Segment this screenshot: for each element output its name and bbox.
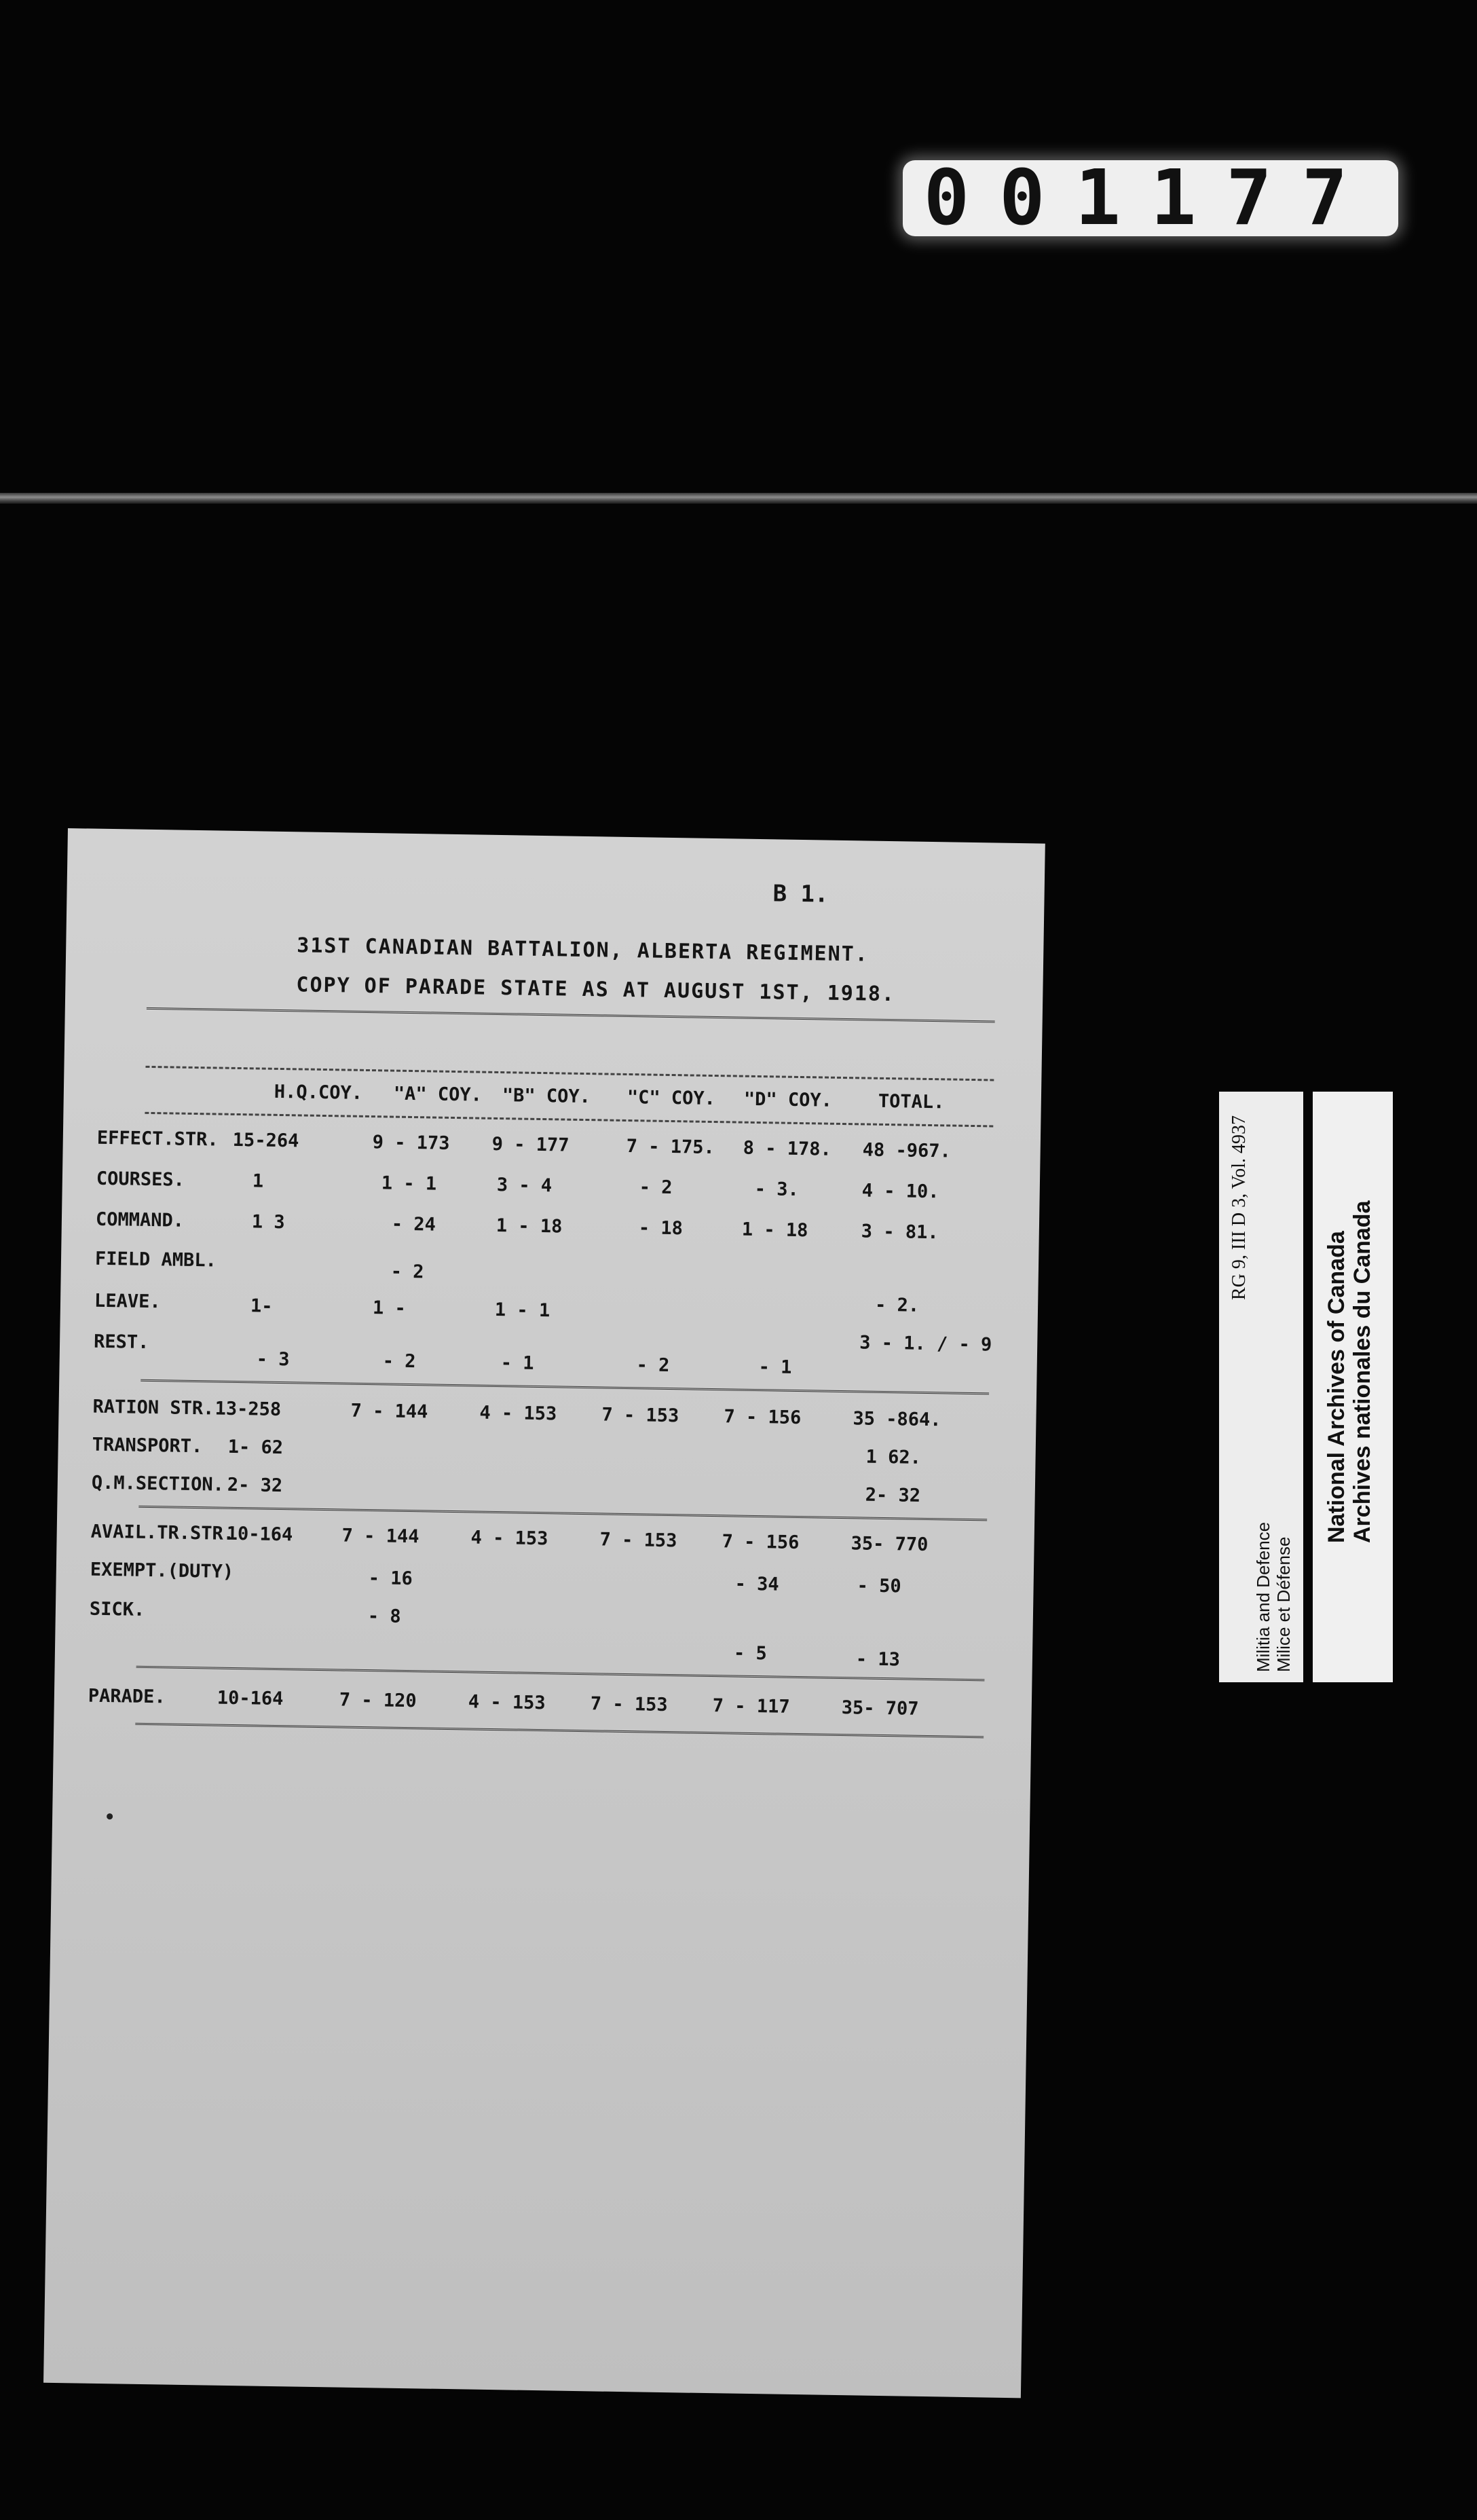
table-cell: - 34 — [734, 1573, 779, 1595]
table-cell: 2- 32 — [227, 1474, 283, 1497]
table-cell: 1 - 18 — [496, 1215, 563, 1238]
frame-number: 001177 — [903, 160, 1398, 236]
national-archives-label — [1313, 1092, 1393, 1682]
table-cell: 10-164 — [217, 1687, 284, 1710]
row-label: FIELD AMBL. — [94, 1248, 217, 1272]
table-cell: - 18 — [638, 1217, 684, 1240]
header-c: "C" COY. — [627, 1086, 716, 1110]
table-cell: - 2 — [639, 1176, 673, 1199]
table-cell: 1 - 18 — [741, 1219, 808, 1242]
document-subtitle: COPY OF PARADE STATE AS AT AUGUST 1ST, 1918. — [296, 973, 896, 1007]
table-cell: 7 - 144 — [350, 1400, 428, 1423]
table-cell: - 3 — [256, 1348, 290, 1371]
table-cell: 7 - 153 — [599, 1529, 677, 1552]
double-rule — [141, 1379, 989, 1395]
table-cell: 8 - 178. — [743, 1137, 831, 1160]
table-cell: 7 - 175. — [626, 1135, 715, 1159]
ink-mark — [107, 1813, 113, 1819]
table-cell: 3 - 4 — [496, 1174, 553, 1197]
archive-reference: RG 9, III D 3, Vol. 4937 — [1229, 1115, 1250, 1300]
table-cell: 7 - 117 — [712, 1695, 790, 1718]
table-cell: 1 62. — [865, 1446, 922, 1468]
table-cell: - 2 — [382, 1350, 416, 1373]
dashed-rule — [145, 1066, 994, 1081]
table-cell: 7 - 153 — [590, 1693, 668, 1716]
table-cell: - 3. — [754, 1178, 800, 1200]
row-label: RATION STR. — [92, 1396, 214, 1420]
header-b: "B" COY. — [502, 1085, 591, 1108]
table-cell: - 16 — [368, 1568, 413, 1590]
dashed-rule — [145, 1112, 993, 1128]
table-cell: 3 - 81. — [861, 1221, 939, 1244]
table-cell: 4 - 153 — [479, 1402, 557, 1425]
table-cell: - 1 — [500, 1352, 534, 1374]
row-label: EXEMPT.(DUTY) — [90, 1559, 234, 1582]
table-cell: 7 - 153 — [601, 1404, 679, 1427]
table-cell: 15-264 — [232, 1129, 299, 1152]
table-cell: - 2 — [636, 1354, 670, 1377]
table-cell: - 24 — [391, 1213, 436, 1236]
archive-reference-label — [1219, 1092, 1303, 1682]
table-cell: 7 - 156 — [724, 1406, 802, 1429]
table-cell: 1 3 — [251, 1211, 285, 1234]
table-cell: 9 - 173 — [372, 1132, 450, 1154]
double-rule — [138, 1506, 987, 1521]
document-page — [43, 828, 1045, 2398]
row-label: COMMAND. — [95, 1208, 185, 1231]
table-cell: - 13 — [855, 1648, 901, 1671]
national-archives-french: Archives nationales du Canada — [1349, 1200, 1375, 1543]
row-label: PARADE. — [88, 1685, 166, 1708]
header-total: TOTAL. — [878, 1090, 945, 1113]
table-cell: 35 -864. — [853, 1408, 941, 1431]
microfilm-frame-divider — [0, 493, 1477, 504]
row-label: COURSES. — [96, 1168, 185, 1191]
department-french: Milice et Défense — [1273, 1536, 1294, 1672]
header-a: "A" COY. — [393, 1083, 483, 1106]
table-cell: 1 - 1 — [494, 1299, 550, 1322]
table-cell: 4 - 153 — [468, 1691, 546, 1714]
row-label: TRANSPORT. — [92, 1434, 203, 1458]
row-label: Q.M.SECTION. — [91, 1472, 225, 1496]
table-cell: - 1 — [758, 1356, 792, 1378]
table-cell: 9 - 177 — [491, 1133, 569, 1156]
national-archives-english: National Archives of Canada — [1324, 1231, 1349, 1543]
table-cell: 4 - 153 — [470, 1527, 548, 1550]
table-cell: - 8 — [367, 1606, 401, 1627]
table-cell: 10-164 — [226, 1523, 293, 1546]
table-cell: - 50 — [857, 1575, 901, 1597]
header-d: "D" COY. — [743, 1088, 833, 1111]
header-hq: H.Q.COY. — [274, 1081, 363, 1104]
table-cell: 1- — [250, 1295, 273, 1317]
department-english: Militia and Defence — [1253, 1521, 1273, 1672]
page-mark: B 1. — [772, 880, 829, 908]
row-label: EFFECT.STR. — [96, 1127, 219, 1151]
document-title: 31ST CANADIAN BATTALION, ALBERTA REGIMENT. — [297, 933, 870, 967]
row-label: AVAIL.TR.STR. — [90, 1521, 235, 1544]
table-cell: 13-258 — [214, 1398, 282, 1421]
row-label: SICK. — [89, 1598, 145, 1620]
table-cell: 7 - 156 — [722, 1531, 800, 1554]
table-cell: 3 - 1. / - 9 — [859, 1332, 992, 1356]
double-rule — [135, 1723, 984, 1739]
table-cell: - 5 — [733, 1642, 768, 1665]
row-label: LEAVE. — [94, 1290, 161, 1313]
table-cell: 1 - — [372, 1297, 406, 1319]
table-cell: 48 -967. — [862, 1139, 951, 1162]
table-cell: - 2. — [874, 1294, 920, 1316]
table-cell: 35- 770 — [850, 1533, 929, 1556]
row-label: REST. — [93, 1331, 149, 1353]
table-cell: 2- 32 — [865, 1484, 921, 1506]
table-cell: 35- 707 — [841, 1697, 919, 1720]
table-cell: 1 - 1 — [381, 1172, 437, 1195]
table-cell: - 2 — [390, 1261, 424, 1283]
table-cell: 7 - 120 — [339, 1689, 417, 1712]
double-rule — [147, 1007, 995, 1023]
table-cell: 4 - 10. — [861, 1180, 939, 1203]
table-cell: 1- 62 — [227, 1436, 284, 1459]
table-cell: 1 — [252, 1170, 264, 1192]
table-cell: 7 - 144 — [341, 1525, 419, 1548]
